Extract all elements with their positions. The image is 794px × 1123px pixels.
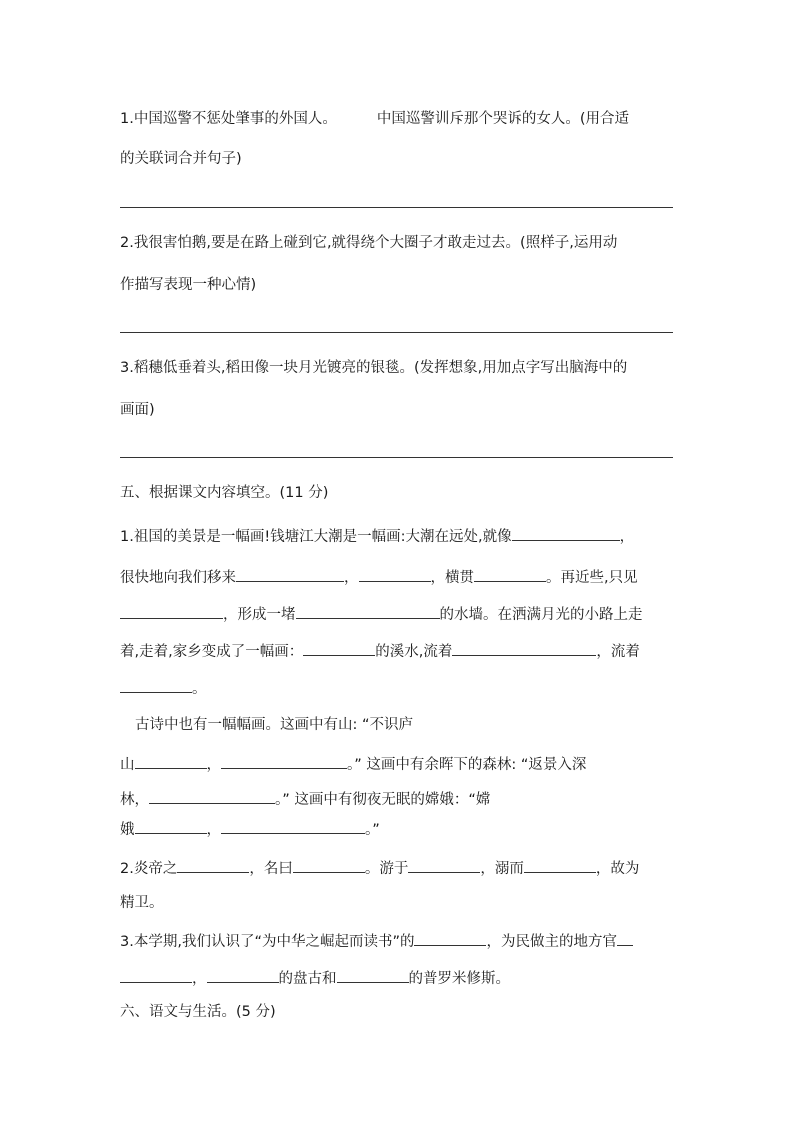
poem-text: 林， xyxy=(120,792,149,808)
blank[interactable] xyxy=(120,603,223,619)
poem-text: 山 xyxy=(120,757,135,773)
question-1-text-a: 1.中国巡警不惩处肇事的外国人。 xyxy=(120,111,337,127)
blank[interactable] xyxy=(221,753,347,769)
blank[interactable] xyxy=(135,753,207,769)
fill-1-text: 很快地向我们移来 xyxy=(120,570,236,586)
blank[interactable] xyxy=(207,967,279,983)
fill-3-text: ， xyxy=(192,971,207,987)
blank[interactable] xyxy=(296,603,440,619)
fill-1-text: 1.祖国的美景是一幅画!钱塘江大潮是一幅画:大潮在远处,就像 xyxy=(120,529,512,545)
poem-line-1: 古诗中也有一幅幅画。这画中有山: “不识庐 xyxy=(135,717,414,733)
fill-3-text: 的盘古和 xyxy=(278,971,337,987)
poem-line-4 xyxy=(120,818,380,840)
fill-3-text: ，为民做主的地方官 xyxy=(486,934,617,950)
blank[interactable] xyxy=(359,566,431,582)
fill-1-line-2 xyxy=(120,566,638,588)
fill-2-text: ，名曰 xyxy=(249,861,293,877)
blank[interactable] xyxy=(408,857,480,873)
fill-1-text: 的水墙。在洒满月光的小路上走 xyxy=(439,607,643,623)
question-2-line-2: 作描写表现一种心情) xyxy=(120,277,257,293)
poem-line-2 xyxy=(120,753,586,775)
poem-text: 。” 这画中有彻夜无眠的嫦娥：“嫦 xyxy=(275,792,491,808)
fill-2-line-2: 精卫。 xyxy=(120,895,164,911)
blank[interactable] xyxy=(177,857,249,873)
blank[interactable] xyxy=(135,818,207,834)
blank[interactable] xyxy=(303,640,375,656)
fill-1-text: ，形成一堵 xyxy=(223,607,296,623)
fill-1-text: 。 xyxy=(192,681,207,697)
fill-3-line-2 xyxy=(120,967,510,989)
blank[interactable] xyxy=(120,967,192,983)
blank[interactable] xyxy=(149,788,275,804)
poem-text: 娥 xyxy=(120,822,135,838)
poem-text: 。” xyxy=(365,822,380,838)
blank[interactable] xyxy=(617,930,633,946)
blank[interactable] xyxy=(414,930,486,946)
answer-line-2[interactable] xyxy=(120,332,673,333)
blank[interactable] xyxy=(524,857,596,873)
question-1-text-b: 中国巡警训斥那个哭诉的女人。(用合适 xyxy=(376,111,629,127)
fill-3-line-1 xyxy=(120,930,633,952)
fill-1-text: 的溪水,流着 xyxy=(375,644,453,660)
blank[interactable] xyxy=(512,525,620,541)
blank[interactable] xyxy=(120,677,192,693)
fill-1-text: ，横贯 xyxy=(430,570,474,586)
question-1-line-1 xyxy=(120,109,629,129)
fill-2-text: 。游于 xyxy=(364,861,409,877)
poem-text: ， xyxy=(206,757,221,773)
question-2-line-1: 2.我很害怕鹅,要是在路上碰到它,就得绕个大圈子才敢走过去。(照样子,运用动 xyxy=(120,235,618,251)
question-1-line-2: 的关联词合并句子) xyxy=(120,151,242,167)
answer-line-1[interactable] xyxy=(120,207,673,208)
fill-1-line-5 xyxy=(120,677,207,699)
fill-1-text: ， xyxy=(619,529,635,545)
fill-1-line-3 xyxy=(120,603,643,625)
fill-3-text: 的普罗米修斯。 xyxy=(408,971,510,987)
fill-2-text: 2.炎帝之 xyxy=(120,861,178,877)
blank[interactable] xyxy=(337,967,409,983)
fill-2-line-1 xyxy=(120,857,639,879)
blank[interactable] xyxy=(452,640,596,656)
fill-1-text: ， xyxy=(344,570,359,586)
section-6-heading: 六、语文与生活。(5 分) xyxy=(120,1004,276,1020)
blank[interactable] xyxy=(474,566,546,582)
poem-line-3 xyxy=(120,788,490,810)
question-3-line-1: 3.稻穗低垂着头,稻田像一块月光镀亮的银毯。(发挥想象,用加点字写出脑海中的 xyxy=(120,360,628,376)
fill-1-line-1 xyxy=(120,525,634,547)
answer-line-3[interactable] xyxy=(120,457,673,458)
fill-1-text: 。再近些,只见 xyxy=(546,570,638,586)
poem-text: ， xyxy=(206,822,221,838)
fill-3-text: 3.本学期,我们认识了“为中华之崛起而读书”的 xyxy=(120,934,415,950)
question-3-line-2: 画面) xyxy=(120,402,155,418)
blank[interactable] xyxy=(293,857,365,873)
fill-1-text: ，流着 xyxy=(596,644,640,660)
fill-2-text: ，溺而 xyxy=(480,861,524,877)
poem-text: 。” 这画中有余晖下的森林: “返景入深 xyxy=(347,757,587,773)
fill-1-line-4 xyxy=(120,640,640,662)
fill-2-text: ，故为 xyxy=(595,861,640,877)
blank[interactable] xyxy=(236,566,344,582)
section-5-heading: 五、根据课文内容填空。(11 分) xyxy=(120,485,329,501)
fill-1-text: 着,走着,家乡变成了一幅画： xyxy=(120,644,304,660)
blank[interactable] xyxy=(221,818,365,834)
